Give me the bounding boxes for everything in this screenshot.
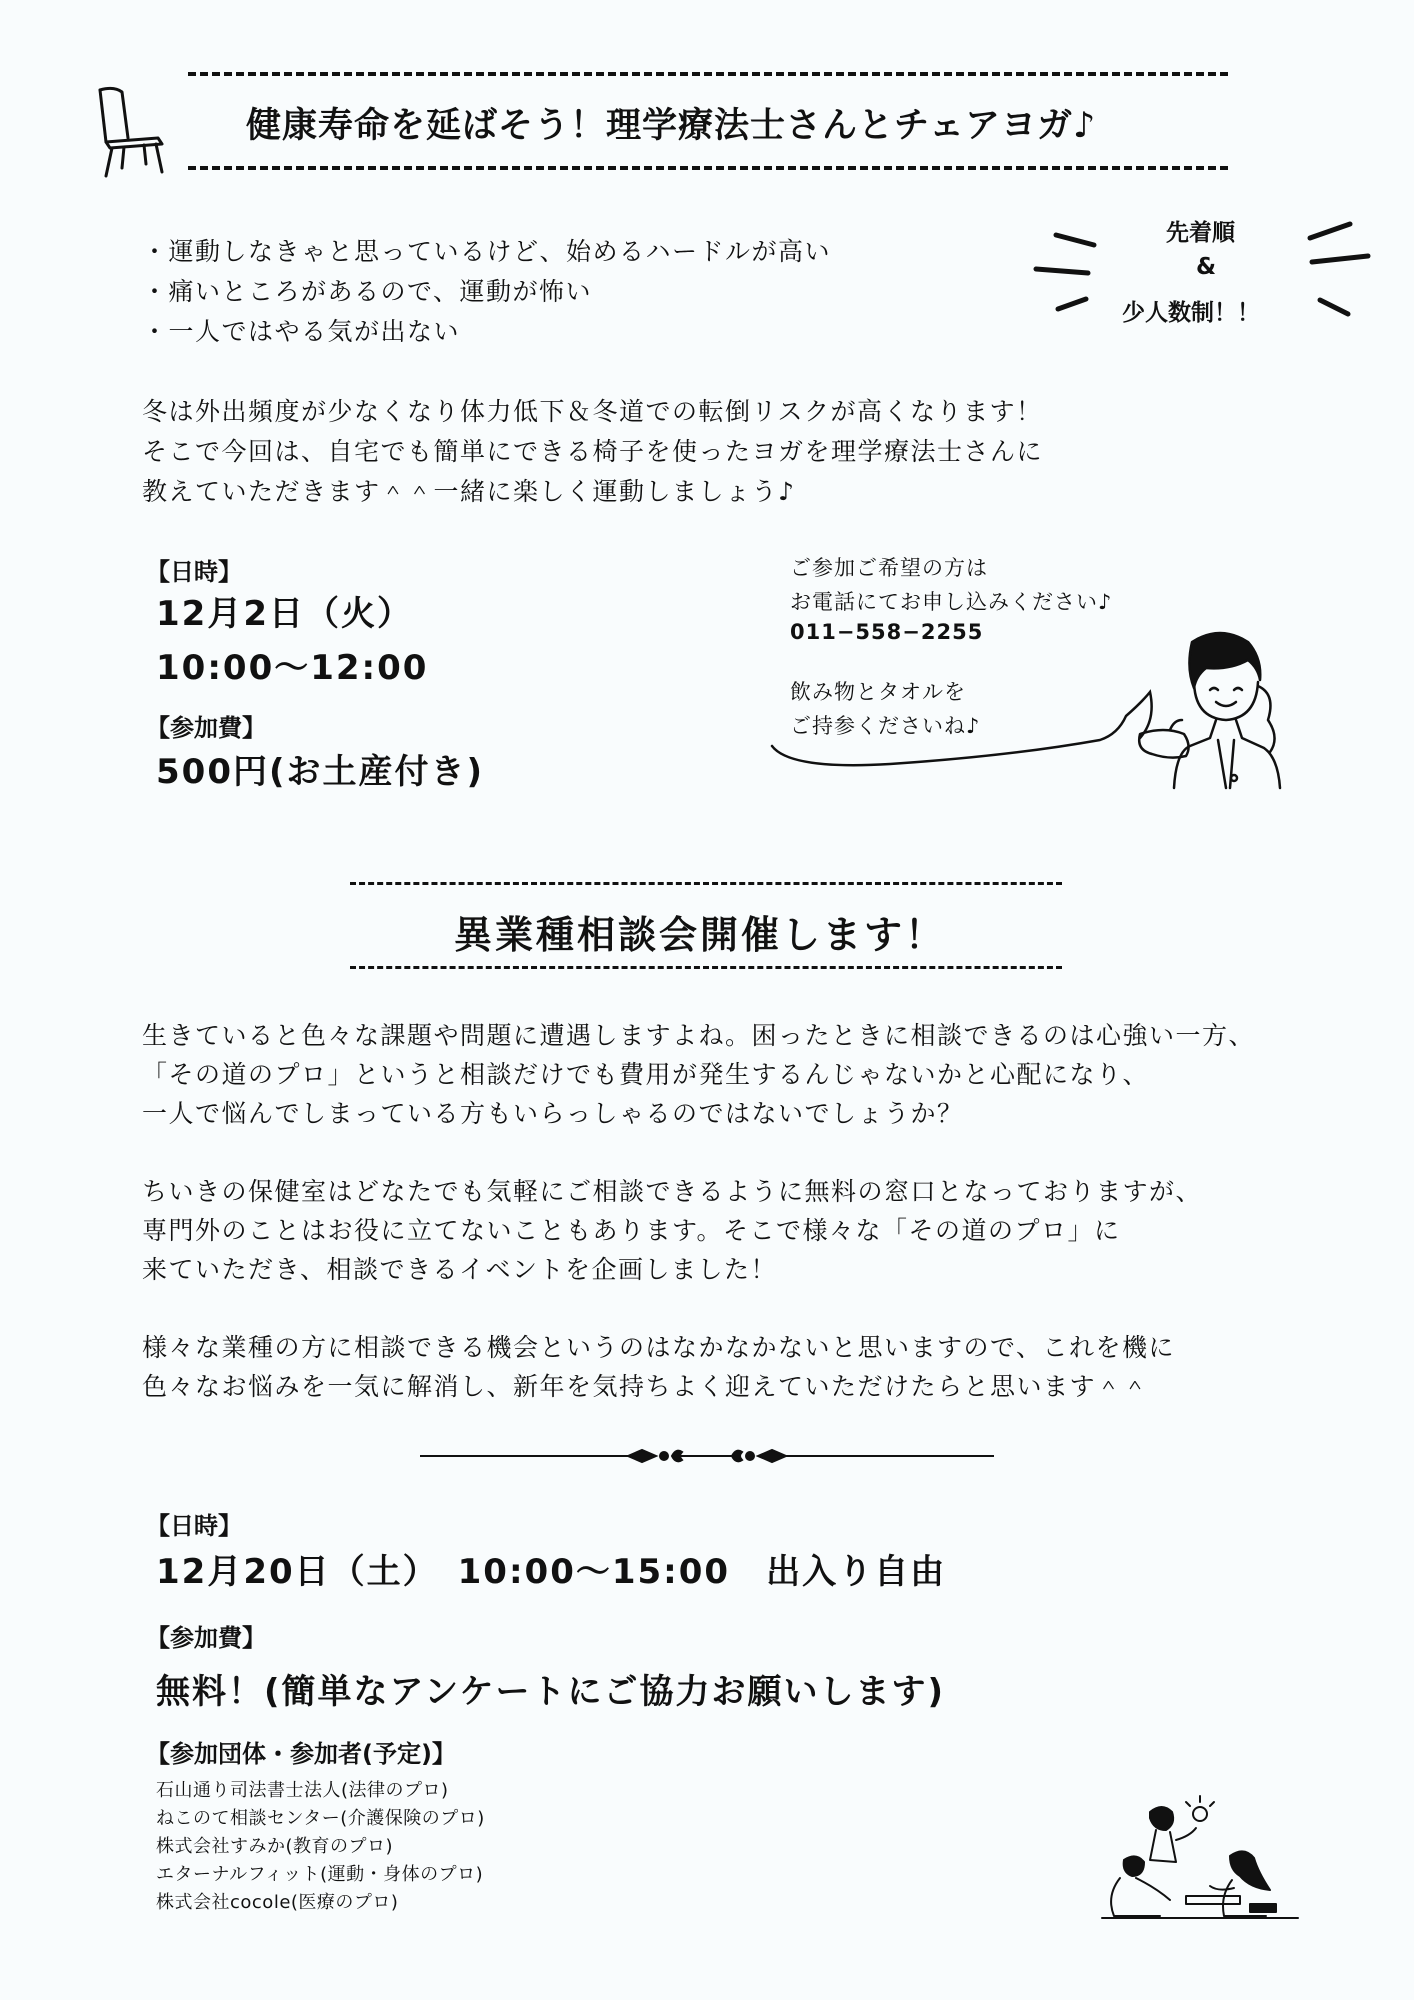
bullet-1: ・運動しなきゃと思っているけど、始めるハードルが高い xyxy=(142,237,832,266)
yoga-datetime-label: 【日時】 xyxy=(146,558,242,586)
yoga-time: 10:00〜12:00 xyxy=(156,648,429,688)
consult-dashed-rule-top xyxy=(350,882,1062,885)
top-dashed-rule-bottom xyxy=(188,166,1228,170)
burst-lines-right xyxy=(1304,220,1374,315)
participant-item: ねこのて相談センター(介護保険のプロ) xyxy=(156,1808,485,1829)
yoga-intro-2: そこで今回は、自宅でも簡単にできる椅子を使ったヨガを理学療法士さんに xyxy=(142,437,1044,466)
participant-item: エターナルフィット(運動・身体のプロ) xyxy=(156,1864,484,1885)
consult-para2-2: 専門外のことはお役に立てないこともあります。そこで様々な「その道のプロ」に xyxy=(142,1216,1121,1245)
speech-bubble-line xyxy=(770,690,1170,770)
yoga-fee-label: 【参加費】 xyxy=(146,714,266,742)
yoga-title: 健康寿命を延ばそう！理学療法士さんとチェアヨガ♪ xyxy=(246,106,1097,146)
consult-para1-3: 一人で悩んでしまっている方もいらっしゃるのではないでしょうか？ xyxy=(142,1099,964,1128)
participant-item: 石山通り司法書士法人(法律のプロ) xyxy=(156,1780,449,1801)
participant-item: 株式会社cocole(医療のプロ) xyxy=(156,1892,399,1913)
badge-line-2: & xyxy=(1196,254,1217,280)
bring-line-2: ご持参くださいね♪ xyxy=(790,714,981,738)
consult-para1-1: 生きていると色々な課題や問題に遭遇しますよね。困ったときに相談できるのは心強い一方、 xyxy=(142,1021,1256,1050)
discussion-group-illustration xyxy=(1100,1800,1300,1932)
consult-para2-3: 来ていただき、相談できるイベントを企画しました！ xyxy=(142,1255,778,1284)
consult-datetime: 12月20日（土） 10:00〜15:00 出入り自由 xyxy=(156,1552,947,1592)
consult-para1-2: 「その道のプロ」というと相談だけでも費用が発生するんじゃないかと心配になり、 xyxy=(142,1060,1150,1089)
consult-para3-2: 色々なお悩みを一気に解消し、新年を気持ちよく迎えていただけたらと思います＾＾ xyxy=(142,1372,1150,1401)
instructor-illustration xyxy=(1130,628,1310,788)
bullet-2: ・痛いところがあるので、運動が怖い xyxy=(142,277,593,306)
top-dashed-rule xyxy=(188,72,1228,76)
chair-icon xyxy=(92,86,172,178)
contact-phone: 011−558−2255 xyxy=(790,620,984,644)
burst-lines-left xyxy=(1030,225,1100,315)
consult-title: 異業種相談会開催します！ xyxy=(454,913,947,957)
ornamental-divider xyxy=(420,1444,994,1468)
consult-fee: 無料！(簡単なアンケートにご協力お願いします) xyxy=(156,1672,946,1712)
contact-line-1: ご参加ご希望の方は xyxy=(790,556,988,580)
yoga-fee: 500円(お土産付き) xyxy=(156,752,485,792)
bring-line-1: 飲み物とタオルを xyxy=(790,680,966,704)
contact-line-2: お電話にてお申し込みください♪ xyxy=(790,590,1113,614)
yoga-intro-3: 教えていただきます＾＾一緒に楽しく運動しましょう♪ xyxy=(142,477,796,506)
consult-dashed-rule-bottom xyxy=(350,966,1062,969)
participant-item: 株式会社すみか(教育のプロ) xyxy=(156,1836,394,1857)
badge-line-1: 先着順 xyxy=(1166,220,1235,246)
consult-datetime-label: 【日時】 xyxy=(146,1512,242,1540)
participants-label: 【参加団体・参加者(予定)】 xyxy=(146,1740,456,1768)
badge-line-3: 少人数制！！ xyxy=(1122,300,1260,326)
consult-fee-label: 【参加費】 xyxy=(146,1624,266,1652)
bullet-3: ・一人ではやる気が出ない xyxy=(142,317,461,346)
yoga-intro-1: 冬は外出頻度が少なくなり体力低下＆冬道での転倒リスクが高くなります！ xyxy=(142,397,1043,426)
consult-para2-1: ちいきの保健室はどなたでも気軽にご相談できるように無料の窓口となっておりますが、 xyxy=(142,1177,1203,1206)
yoga-date: 12月2日（火） xyxy=(156,594,413,634)
consult-para3-1: 様々な業種の方に相談できる機会というのはなかなかないと思いますので、これを機に xyxy=(142,1333,1176,1362)
